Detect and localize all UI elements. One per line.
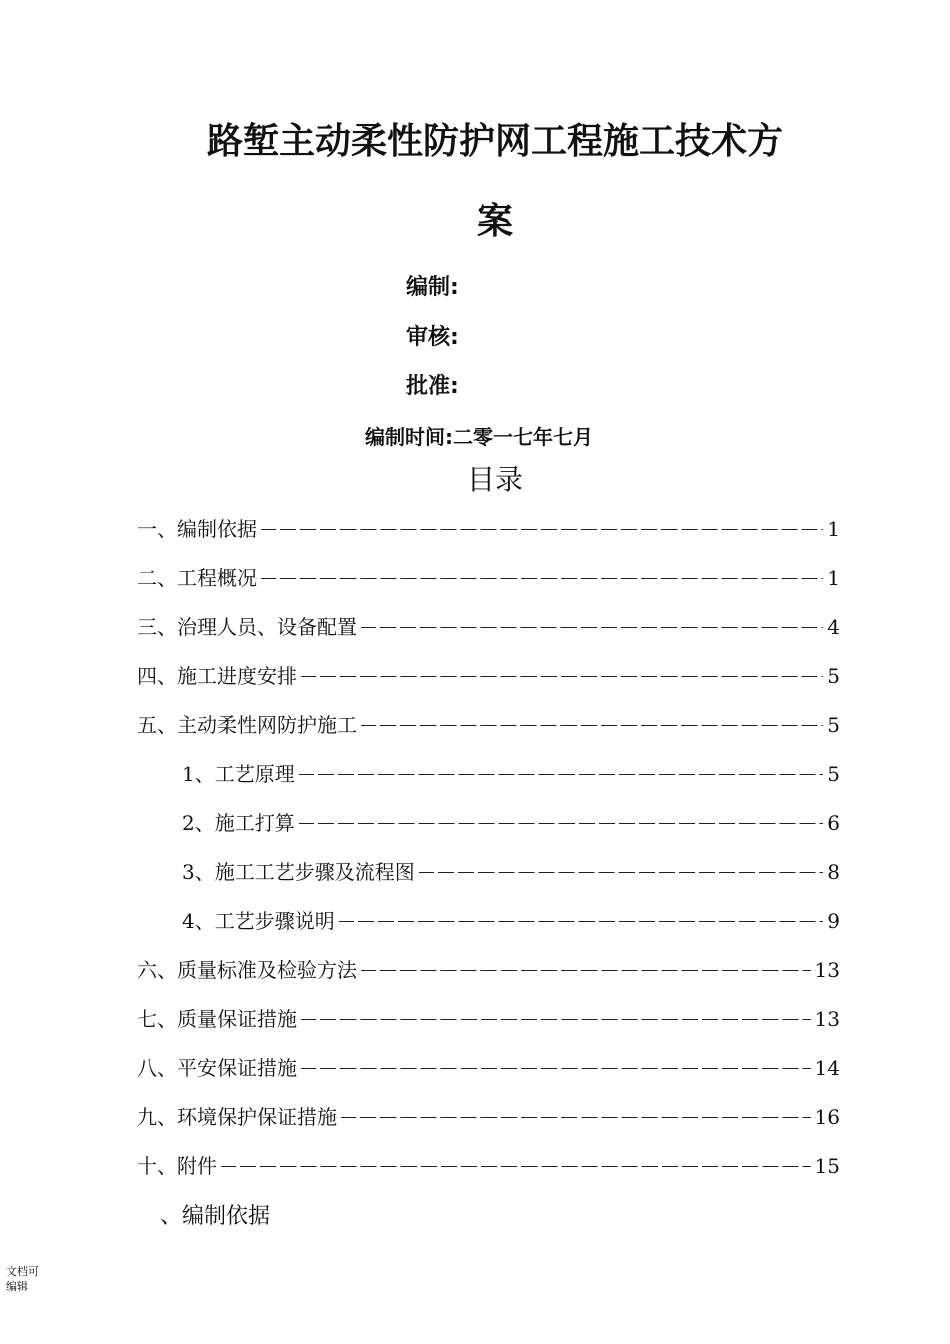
toc-leader-line [299, 774, 824, 775]
toc-leader-line [261, 529, 823, 530]
toc-leader-line [419, 872, 824, 873]
toc-entry-label: 4、工艺步骤说明 [182, 909, 335, 933]
toc-leader-line [361, 725, 823, 726]
toc-entry-page: 13 [814, 958, 840, 982]
toc-entry [137, 613, 840, 641]
toc-leader-line [341, 1117, 811, 1118]
toc-leader-line [301, 1019, 811, 1020]
toc-entry-label: 五、主动柔性网防护施工 [137, 713, 357, 737]
toc-entry-label: 八、平安保证措施 [137, 1056, 297, 1080]
toc-entry-page: 15 [814, 1154, 840, 1178]
toc-entry-page: 5 [827, 713, 840, 737]
toc-entry-page: 8 [827, 860, 840, 884]
toc-leader-line [261, 578, 823, 579]
toc-entry [182, 858, 840, 886]
toc-entry-page: 4 [827, 615, 840, 639]
toc-entry [137, 1005, 840, 1033]
toc-entry-page: 1 [827, 517, 840, 541]
toc-entry-label: 九、环境保护保证措施 [137, 1105, 337, 1129]
compile-date: 编制时间:二零一七年七月 [365, 425, 593, 449]
toc-entry [137, 1054, 840, 1082]
toc-leader-line [221, 1166, 811, 1167]
toc-leader-line [301, 676, 823, 677]
toc-entry [137, 662, 840, 690]
section-heading: 、编制依据 [160, 1204, 271, 1229]
toc-entry-page: 1 [827, 566, 840, 590]
toc-entry-label: 四、施工进度安排 [137, 664, 297, 688]
field-approved-by: 批准: [406, 374, 459, 399]
toc-entry-label: 十、附件 [137, 1154, 217, 1178]
toc-leader-line [361, 970, 811, 971]
field-compiled-by: 编制: [406, 275, 459, 300]
toc-entry-page: 6 [827, 811, 840, 835]
toc-entry [137, 515, 840, 543]
toc-entry-page: 14 [814, 1056, 840, 1080]
toc-entry-page: 5 [827, 664, 840, 688]
toc-entry-page: 16 [814, 1105, 840, 1129]
toc-entry-page: 13 [814, 1007, 840, 1031]
toc-title: 目录 [466, 463, 523, 496]
toc-entry-label: 1、工艺原理 [182, 762, 295, 786]
toc-entry [182, 907, 840, 935]
toc-entry [137, 1152, 840, 1180]
document-title-line1: 路堑主动柔性防护网工程施工技术方 [206, 121, 783, 162]
toc-entry [137, 711, 840, 739]
toc-entry-label: 七、质量保证措施 [137, 1007, 297, 1031]
toc-entry-label: 2、施工打算 [182, 811, 295, 835]
toc-entry-label: 一、编制依据 [137, 517, 257, 541]
toc-entry-page: 5 [827, 762, 840, 786]
toc-leader-line [339, 921, 824, 922]
toc-entry-page: 9 [827, 909, 840, 933]
toc-entry [182, 760, 840, 788]
field-reviewed-by: 审核: [406, 325, 459, 350]
toc-leader-line [361, 627, 823, 628]
toc-entry-label: 二、工程概况 [137, 566, 257, 590]
footer-note: 文档可编辑 [6, 1265, 39, 1293]
toc-entry-label: 三、治理人员、设备配置 [137, 615, 357, 639]
toc-entry-label: 六、质量标准及检验方法 [137, 958, 357, 982]
document-title-line2: 案 [476, 201, 513, 242]
toc-entry [137, 1103, 840, 1131]
toc-leader-line [301, 1068, 811, 1069]
toc-entry-label: 3、施工工艺步骤及流程图 [182, 860, 415, 884]
toc-leader-line [299, 823, 824, 824]
toc-entry [137, 956, 840, 984]
toc-entry [137, 564, 840, 592]
toc-entry [182, 809, 840, 837]
